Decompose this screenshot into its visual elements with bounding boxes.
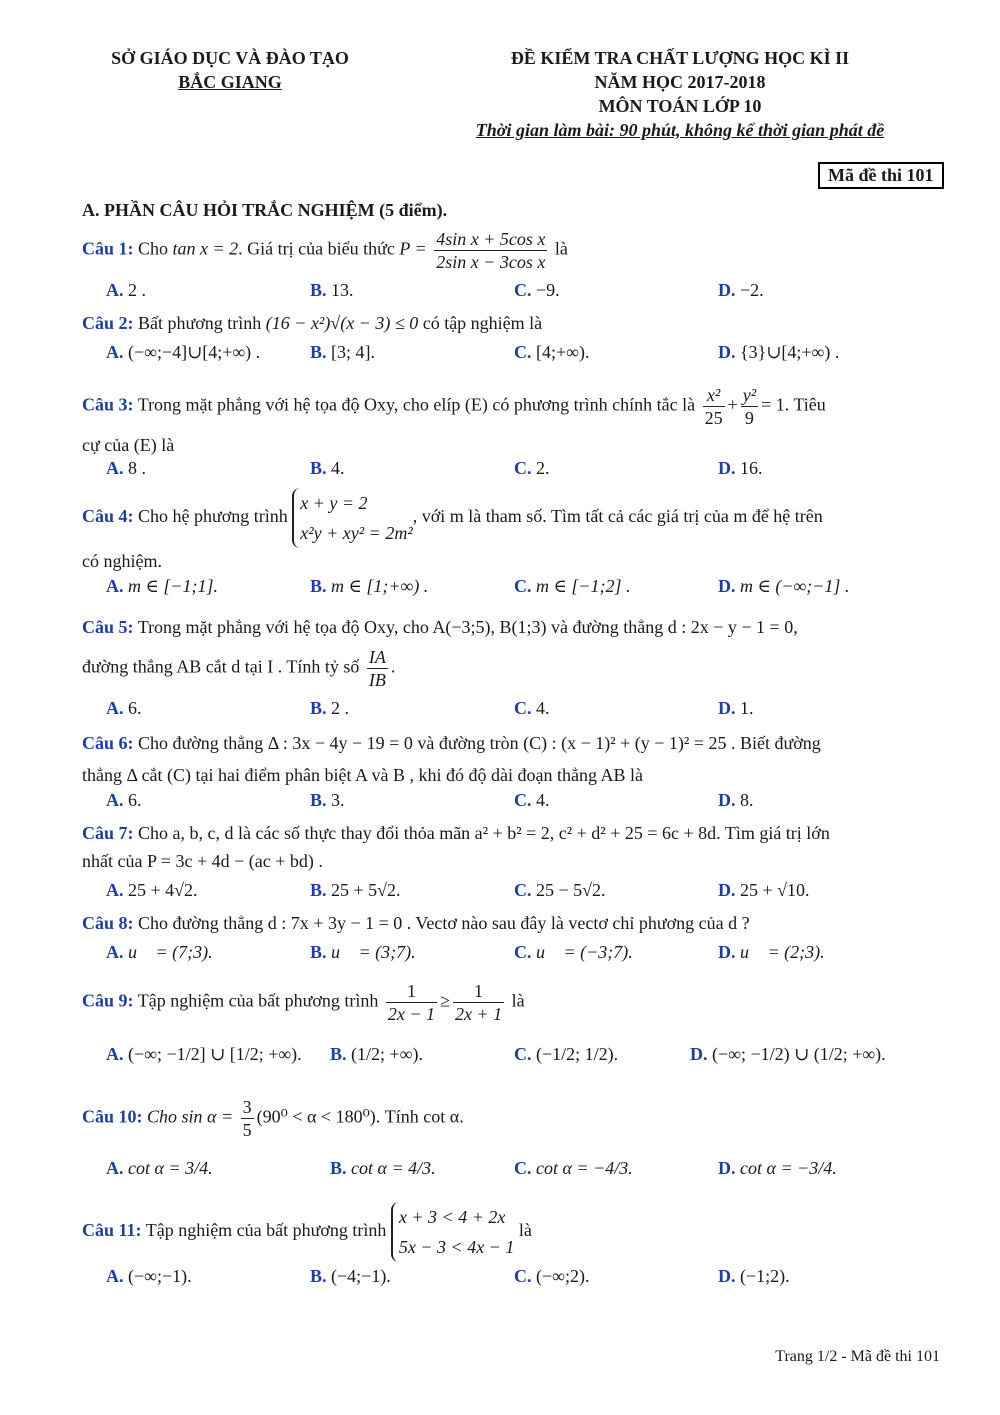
question-1: Câu 1: Cho tan x = 2. Giá trị của biểu thức P = $\frac{\text{4sin x + 5cos x}}{\text{2sin x − 3cos x}}$ là xyxy=(82,229,568,272)
option-a: A. 6. xyxy=(106,698,142,718)
question-5: Câu 5: Trong mặt phẳng với hệ tọa độ Oxy, cho A(−3;5), B(1;3) và đường thẳng d : 2x − y − 1 = 0, xyxy=(82,617,798,637)
option-b: B. 13. xyxy=(310,280,354,300)
option-a: A. u⃗ = (7;3). xyxy=(106,942,213,962)
option-a: A. 2 . xyxy=(106,280,146,300)
question-7-line2: nhất của P = 3c + 4d − (ac + bd) . xyxy=(82,851,323,871)
options-5 xyxy=(82,698,942,726)
option-d: D. 16. xyxy=(718,458,763,478)
options-8 xyxy=(82,942,942,970)
page-footer: Trang 1/2 - Mã đề thi 101 xyxy=(775,1348,940,1365)
option-c: C. 2. xyxy=(514,458,550,478)
question-6-line2: thẳng Δ cắt (C) tại hai điểm phân biệt A và B , khi đó độ dài đoạn thẳng AB là xyxy=(82,765,643,785)
province-name: BẮC GIANG xyxy=(178,72,282,92)
option-a: A. 25 + 4√2. xyxy=(106,880,198,900)
question-11: Câu 11: Tập nghiệm của bất phương trình x + 3 < 4 + 2x 5x − 3 < 4x − 1 là xyxy=(82,1202,942,1262)
option-c: C. (−1/2; 1/2). xyxy=(514,1044,619,1064)
option-a: A. 6. xyxy=(106,790,142,810)
option-d: D. 8. xyxy=(718,790,754,810)
option-b: B. 2 . xyxy=(310,698,350,718)
option-c: C. u⃗ = (−3;7). xyxy=(514,942,633,962)
option-d: D. 25 + √10. xyxy=(718,880,810,900)
option-d: D. m ∈ (−∞;−1] . xyxy=(718,576,850,596)
question-5-line2: đường thẳng AB cắt d tại I . Tính tỷ số $\frac{IA}{IB}$ . xyxy=(82,647,396,690)
option-d: D. (−∞; −1/2) ∪ (1/2; +∞). xyxy=(690,1044,886,1064)
school-year: NĂM HỌC 2017-2018 xyxy=(594,72,766,92)
options-2 xyxy=(82,342,942,370)
option-a: A. (−∞; −1/2] ∪ [1/2; +∞). xyxy=(106,1044,302,1064)
option-d: D. 1. xyxy=(718,698,754,718)
option-b: B. (−4;−1). xyxy=(310,1266,391,1286)
options-10 xyxy=(82,1158,942,1186)
option-c: C. 4. xyxy=(514,790,550,810)
question-9: Câu 9: Tập nghiệm của bất phương trình $\frac{1}{2x - 1}$ ≥ $\frac{1}{2x + 1}$ là xyxy=(82,981,525,1024)
department-name: SỞ GIÁO DỤC VÀ ĐÀO TẠO xyxy=(111,48,349,68)
option-b: B. u⃗ = (3;7). xyxy=(310,942,416,962)
options-9 xyxy=(82,1044,942,1072)
question-3: Câu 3: Trong mặt phẳng với hệ tọa độ Oxy, cho elíp (E) có phương trình chính tắc là $\frac{\text{x²}}{25}$ + $\frac{\text{y²}}{9}$ = 1. Tiêu xyxy=(82,385,826,428)
section-title: A. PHẦN CÂU HỎI TRẮC NGHIỆM (5 điểm). xyxy=(82,200,448,220)
option-c: C. m ∈ [−1;2] . xyxy=(514,576,631,596)
subject: MÔN TOÁN LỚP 10 xyxy=(598,96,762,116)
option-a: A. m ∈ [−1;1]. xyxy=(106,576,218,596)
exam-code-box: Mã đề thi 101 xyxy=(818,162,944,189)
option-a: A. (−∞;−4]∪[4;+∞) . xyxy=(106,342,261,362)
option-b: B. 25 + 5√2. xyxy=(310,880,401,900)
question-7: Câu 7: Cho a, b, c, d là các số thực thay đổi thỏa mãn a² + b² = 2, c² + d² + 25 = 6c + 8d. Tìm giá trị lớn xyxy=(82,823,830,843)
time-limit: Thời gian làm bài: 90 phút, không kể thời gian phát đề xyxy=(475,120,885,140)
option-c: C. −9. xyxy=(514,280,560,300)
question-6: Câu 6: Cho đường thẳng Δ : 3x − 4y − 19 = 0 và đường tròn (C) : (x − 1)² + (y − 1)² = 25 . Biết đường xyxy=(82,733,821,753)
options-11 xyxy=(82,1266,942,1294)
option-b: B. (1/2; +∞). xyxy=(330,1044,423,1064)
question-4: Câu 4: Cho hệ phương trình x + y = 2 x²y + xy² = 2m² , với m là tham số. Tìm tất cả các giá trị của m để hệ trên xyxy=(82,488,942,548)
option-d: D. {3}∪[4;+∞) . xyxy=(718,342,840,362)
option-b: B. 3. xyxy=(310,790,345,810)
option-b: B. cot α = 4/3. xyxy=(330,1158,436,1178)
option-b: B. [3; 4]. xyxy=(310,342,376,362)
question-10: Câu 10: Cho sin α = $\frac{3}{5}$ (90⁰ < α < 180⁰). Tính cot α. xyxy=(82,1097,464,1140)
exam-title: ĐỀ KIỂM TRA CHẤT LƯỢNG HỌC KÌ II xyxy=(510,48,850,68)
option-d: D. cot α = −3/4. xyxy=(718,1158,837,1178)
option-d: D. (−1;2). xyxy=(718,1266,790,1286)
option-b: B. m ∈ [1;+∞) . xyxy=(310,576,429,596)
option-c: C. [4;+∞). xyxy=(514,342,590,362)
option-a: A. cot α = 3/4. xyxy=(106,1158,213,1178)
options-1 xyxy=(82,280,942,308)
option-d: D. u⃗ = (2;3). xyxy=(718,942,825,962)
option-a: A. (−∞;−1). xyxy=(106,1266,192,1286)
option-c: C. 25 − 5√2. xyxy=(514,880,606,900)
question-3-line2: cự của (E) là xyxy=(82,435,175,455)
question-2: Câu 2: Bất phương trình (16 − x²)√(x − 3) ≤ 0 có tập nghiệm là xyxy=(82,313,543,333)
question-8: Câu 8: Cho đường thẳng d : 7x + 3y − 1 = 0 . Vectơ nào sau đây là vectơ chỉ phương của d ? xyxy=(82,913,750,933)
question-4-line2: có nghiệm. xyxy=(82,551,162,571)
option-a: A. 8 . xyxy=(106,458,146,478)
option-d: D. −2. xyxy=(718,280,764,300)
options-3 xyxy=(82,458,942,486)
option-b: B. 4. xyxy=(310,458,345,478)
option-c: C. (−∞;2). xyxy=(514,1266,590,1286)
option-c: C. cot α = −4/3. xyxy=(514,1158,633,1178)
options-4 xyxy=(82,576,942,604)
option-c: C. 4. xyxy=(514,698,550,718)
options-7 xyxy=(82,880,942,908)
options-6 xyxy=(82,790,942,818)
